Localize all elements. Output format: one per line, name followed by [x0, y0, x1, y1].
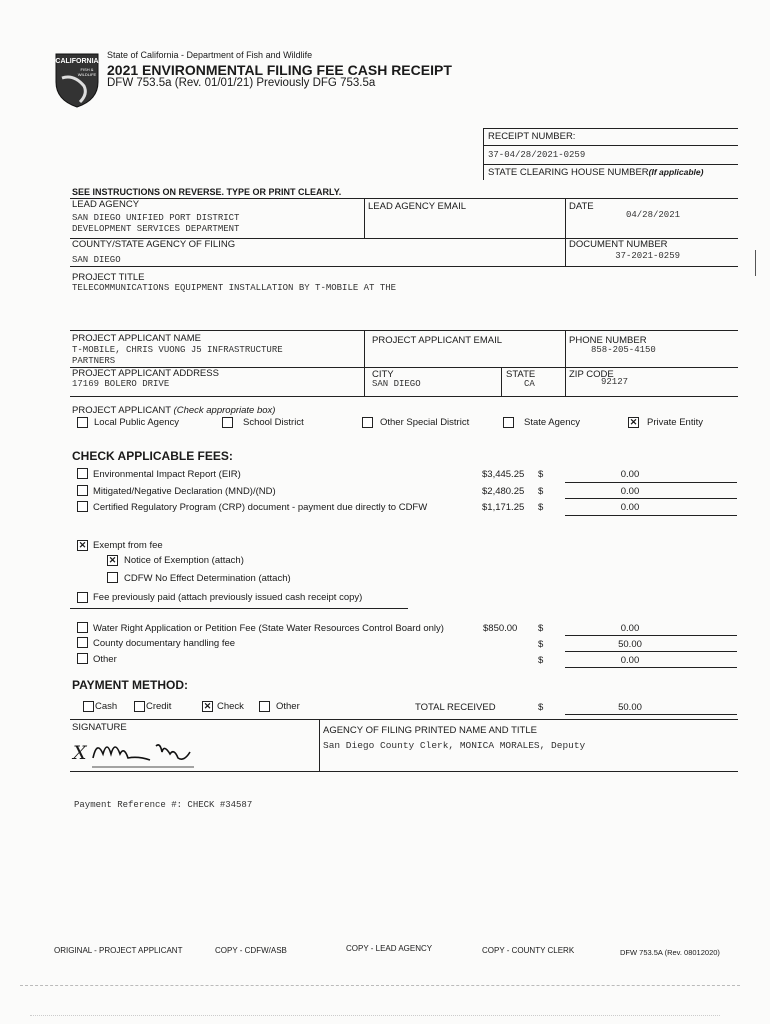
water-right-currency: $	[538, 623, 544, 634]
checkbox-cdfw-no-effect[interactable]	[107, 572, 118, 583]
other-fee-currency: $	[538, 655, 544, 666]
document-number-label: DOCUMENT NUMBER	[569, 239, 668, 250]
date-label: DATE	[569, 201, 594, 212]
label-private-entity: Private Entity	[647, 417, 703, 428]
logo-text-3: WILDLIFE	[77, 72, 97, 77]
checkbox-water-right[interactable]	[77, 622, 88, 633]
phone-label: PHONE NUMBER	[569, 335, 647, 346]
applicant-type-label	[72, 405, 275, 416]
payment-heading: PAYMENT METHOD:	[72, 678, 189, 692]
city-value: SAN DIEGO	[372, 379, 421, 389]
scan-edge-line	[755, 250, 756, 276]
form-title: 2021 ENVIRONMENTAL FILING FEE CASH RECEIPT	[107, 62, 452, 78]
state-value: CA	[524, 379, 535, 389]
checkbox-other-fee[interactable]	[77, 653, 88, 664]
fee-crp-total: 0.00	[620, 502, 640, 513]
fees-heading: CHECK APPLICABLE FEES:	[72, 449, 233, 463]
applicant-address-label: PROJECT APPLICANT ADDRESS	[72, 368, 219, 379]
date-value: 04/28/2021	[625, 210, 680, 220]
signature-label: SIGNATURE	[72, 722, 127, 733]
project-title-value: TELECOMMUNICATIONS EQUIPMENT INSTALLATION BY T-MOBILE AT THE	[72, 283, 397, 293]
checkbox-state-agency[interactable]	[503, 417, 514, 428]
signature-x: X	[73, 742, 87, 764]
fee-mnd-total: 0.00	[620, 486, 640, 497]
department-name: State of California - Department of Fish and Wildlife	[107, 50, 313, 60]
footer-form-revision: DFW 753.5A (Rev. 08012020)	[620, 948, 720, 957]
fee-mnd-currency: $	[538, 486, 544, 497]
footer-copy-lead-agency: COPY - LEAD AGENCY	[346, 944, 433, 953]
checkbox-other-payment[interactable]	[259, 701, 270, 712]
total-received-amount: 50.00	[618, 702, 642, 713]
cdfw-logo	[54, 52, 100, 108]
receipt-number-label: RECEIPT NUMBER:	[488, 131, 576, 142]
applicant-name-1: T-MOBILE, CHRIS VUONG J5 INFRASTRUCTURE	[72, 345, 283, 355]
checkbox-mnd[interactable]	[77, 485, 88, 496]
city-label: CITY	[372, 369, 394, 380]
label-other-special-district: Other Special District	[380, 417, 470, 428]
checkbox-cash[interactable]	[83, 701, 94, 712]
scan-bottom-noise	[20, 985, 740, 986]
fee-mnd-amount: $2,480.25	[482, 486, 525, 497]
document-number-value: 37-2021-0259	[615, 251, 680, 261]
fee-previously-paid-label: Fee previously paid (attach previously issued cash receipt copy)	[93, 592, 363, 603]
county-handling-currency: $	[538, 639, 544, 650]
zip-value: 92127	[601, 377, 629, 387]
label-state-agency: State Agency	[524, 417, 580, 428]
water-right-fee: $850.00	[483, 623, 518, 634]
other-fee-label: Other	[93, 654, 117, 665]
water-right-total: 0.00	[620, 623, 640, 634]
lead-agency-value-1: SAN DIEGO UNIFIED PORT DISTRICT	[72, 213, 240, 223]
checkbox-eir[interactable]	[77, 468, 88, 479]
fee-eir-amount: $3,445.25	[482, 469, 525, 480]
checkbox-notice-of-exemption[interactable]: ✕	[108, 555, 117, 565]
credit-label: Credit	[146, 701, 172, 712]
clearing-house-note: (If applicable)	[648, 167, 704, 177]
checkbox-check[interactable]: ✕	[203, 701, 212, 711]
applicant-name-label: PROJECT APPLICANT NAME	[72, 333, 201, 344]
checkbox-crp[interactable]	[77, 501, 88, 512]
county-value: SAN DIEGO	[72, 255, 121, 265]
applicant-type-text: PROJECT APPLICANT	[72, 405, 171, 416]
applicant-address-value: 17169 BOLERO DRIVE	[72, 379, 170, 389]
checkbox-local-public-agency[interactable]	[77, 417, 88, 428]
footer-copy-cdfw: COPY - CDFW/ASB	[215, 946, 287, 955]
checkbox-county-handling-fee[interactable]	[77, 637, 88, 648]
fee-mnd-label: Mitigated/Negative Declaration (MND)/(ND)	[93, 486, 276, 497]
footer-copy-applicant: ORIGINAL - PROJECT APPLICANT	[54, 946, 183, 955]
lead-agency-value-2: DEVELOPMENT SERVICES DEPARTMENT	[72, 224, 240, 234]
fee-crp-currency: $	[538, 502, 544, 513]
check-label: Check	[217, 701, 244, 712]
exempt-label: Exempt from fee	[93, 540, 163, 551]
scan-bottom-noise-2	[30, 1015, 720, 1016]
fee-eir-total: 0.00	[620, 469, 640, 480]
checkbox-private-entity[interactable]: ✕	[629, 417, 638, 427]
checkbox-school-district[interactable]	[222, 417, 233, 428]
water-right-label: Water Right Application or Petition Fee (State Water Resources Control Board only)	[93, 623, 444, 634]
fee-crp-amount: $1,171.25	[482, 502, 525, 513]
notice-of-exemption-label: Notice of Exemption (attach)	[124, 555, 244, 566]
applicant-email-label: PROJECT APPLICANT EMAIL	[372, 335, 503, 346]
fee-eir-label: Environmental Impact Report (EIR)	[93, 469, 241, 480]
cash-label: Cash	[95, 701, 118, 712]
instructions: SEE INSTRUCTIONS ON REVERSE. TYPE OR PRINT CLEARLY.	[72, 187, 342, 197]
checkbox-other-special-district[interactable]	[362, 417, 373, 428]
county-handling-fee-label: County documentary handling fee	[93, 638, 236, 649]
phone-value: 858-205-4150	[591, 345, 656, 355]
signature-image	[90, 732, 200, 772]
other-payment-label: Other	[276, 701, 300, 712]
checkbox-exempt[interactable]: ✕	[78, 540, 87, 550]
cdfw-no-effect-label: CDFW No Effect Determination (attach)	[124, 573, 291, 584]
state-label: STATE	[506, 369, 536, 380]
lead-agency-email-label: LEAD AGENCY EMAIL	[368, 201, 467, 212]
footer-copy-county-clerk: COPY - COUNTY CLERK	[482, 946, 575, 955]
label-school-district: School District	[243, 417, 304, 428]
applicant-type-note: (Check appropriate box)	[173, 405, 276, 416]
other-fee-total: 0.00	[620, 655, 640, 666]
clearing-house-label	[488, 167, 703, 178]
county-handling-total: 50.00	[618, 639, 642, 650]
applicant-name-2: PARTNERS	[72, 356, 116, 366]
lead-agency-label: LEAD AGENCY	[72, 199, 140, 210]
fee-crp-label: Certified Regulatory Program (CRP) document - payment due directly to CDFW	[93, 502, 428, 513]
agency-printed-name-label: AGENCY OF FILING PRINTED NAME AND TITLE	[323, 725, 537, 736]
receipt-number-value: 37-04/28/2021-0259	[488, 150, 586, 160]
zip-label: ZIP CODE	[569, 369, 614, 380]
form-number: DFW 753.5a (Rev. 01/01/21) Previously DFG 753.5a	[107, 77, 376, 89]
logo-text-1: CALIFORNIA	[55, 58, 99, 65]
fee-eir-currency: $	[538, 469, 544, 480]
label-local-public-agency: Local Public Agency	[94, 417, 180, 428]
payment-reference: Payment Reference #: CHECK #34587	[74, 800, 253, 810]
total-received-label: TOTAL RECEIVED	[415, 702, 496, 713]
logo-text-2: FISH &	[80, 67, 94, 72]
checkbox-credit[interactable]	[134, 701, 145, 712]
agency-printed-name-value: San Diego County Clerk, MONICA MORALES, Deputy	[323, 740, 586, 751]
clearing-house-text: STATE CLEARING HOUSE NUMBER	[488, 167, 649, 178]
checkbox-fee-previously-paid[interactable]	[77, 592, 88, 603]
total-received-currency: $	[538, 702, 544, 713]
county-label: COUNTY/STATE AGENCY OF FILING	[72, 239, 236, 250]
project-title-label: PROJECT TITLE	[72, 272, 145, 283]
